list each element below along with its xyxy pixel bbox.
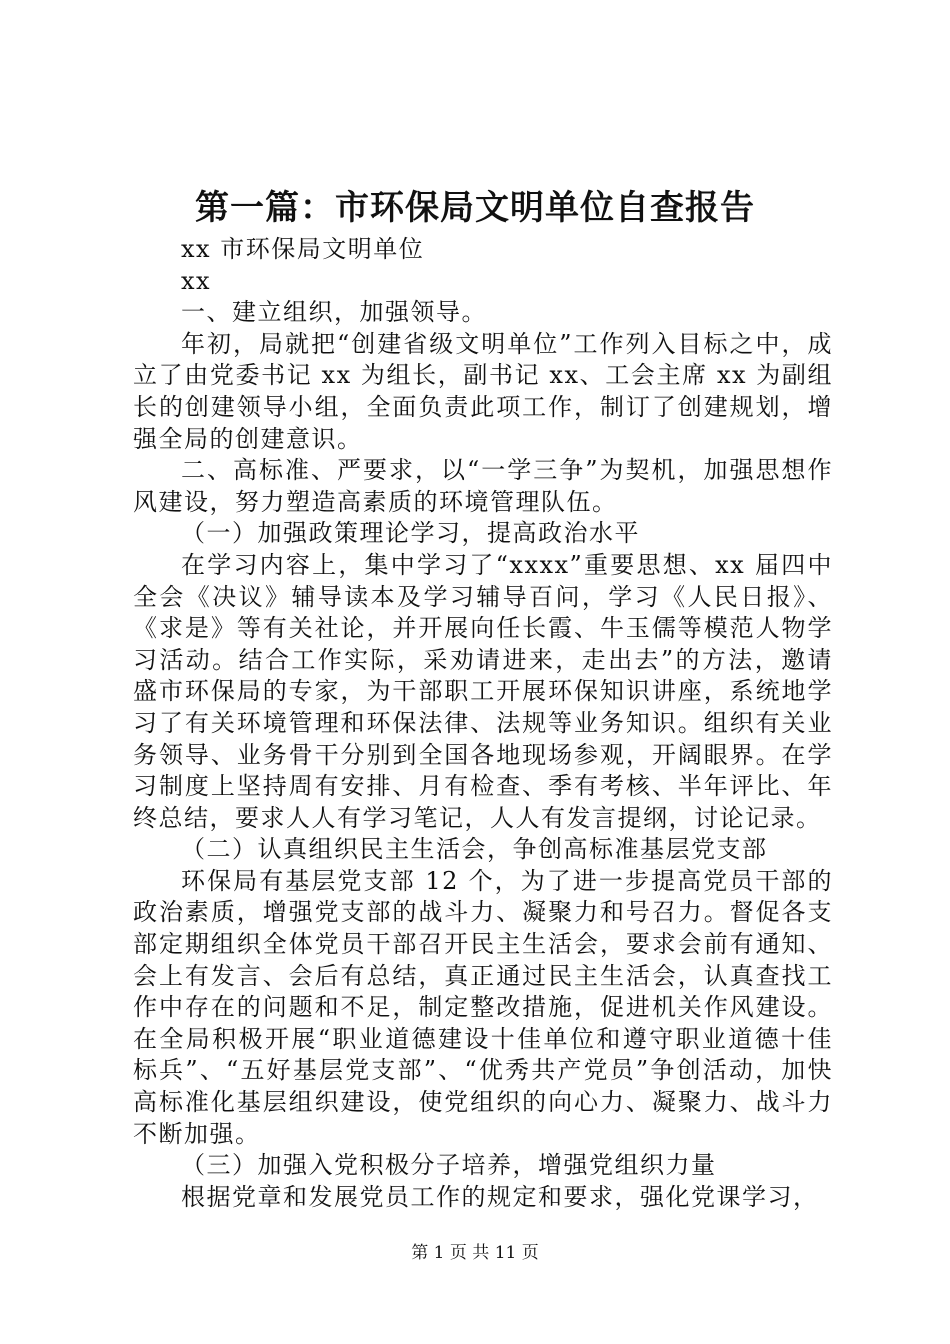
paragraph: 在学习内容上，集中学习了“xxxx”重要思想、xx 届四中全会《决议》辅导读本及学习辅导百问，学习《人民日报》、《求是》等有关社论，并开展向任长霞、牛玉儒等模范人物学习活动。结合工作实际，采劝请进来，走出去”的方法，邀请盛市环保局的专家，为干部职工开展环保知识讲座，系统地学习了有关环境管理和环保法律、法规等业务知识。组织有关业务领导、业务骨干分别到全国各地现场参观，开阔眼界。在学习制度上坚持周有安排、月有检查、季有考核、半年评比、年终总结，要求人人有学习笔记，人人有发言提纲，讨论记录。 — [133, 550, 833, 832]
paragraph-date: xx — [181, 266, 212, 295]
paragraph-unit-name: xx 市环保局文明单位 — [181, 235, 425, 263]
subsection-heading-1: （一）加强政策理论学习，提高政治水平 — [181, 519, 640, 548]
subsection-heading-2: （二）认真组织民主生活会，争创高标准基层党支部 — [181, 835, 768, 864]
section-heading-2: 二、高标准、严要求，以“一学三争”为契机，加强思想作风建设，努力塑造高素质的环境管理队伍。 — [133, 456, 833, 516]
paragraph: 根据党章和发展党员工作的规定和要求，强化党课学习， — [181, 1182, 819, 1211]
paragraph: 年初，局就把“创建省级文明单位”工作列入目标之中，成立了由党委书记 xx 为组长，副书记 xx、工会主席 xx 为副组长的创建领导小组，全面负责此项工作，制订了创建规划，增强全局的创建意识。 — [133, 329, 833, 453]
subsection-heading-3: （三）加强入党积极分子培养，增强党组织力量 — [181, 1151, 717, 1180]
section-heading-1: 一、建立组织，加强领导。 — [181, 298, 487, 327]
document-body — [133, 234, 833, 1213]
document-title: 第一篇：市环保局文明单位自查报告 — [195, 188, 755, 228]
page-number-footer: 第 1 页 共 11 页 — [411, 1243, 539, 1263]
paragraph: 环保局有基层党支部 12 个，为了进一步提高党员干部的政治素质，增强党支部的战斗力、凝聚力和号召力。督促各支部定期组织全体党员干部召开民主生活会，要求会前有通知、会上有发言、会后有总结，真正通过民主生活会，认真查找工作中存在的问题和不足，制定整改措施，促进机关作风建设。在全局积极开展“职业道德建设十佳单位和遵守职业道德十佳标兵”、“五好基层党支部”、“优秀共产党员”争创活动，加快高标准化基层组织建设，使党组织的向心力、凝聚力、战斗力不断加强。 — [133, 866, 833, 1148]
